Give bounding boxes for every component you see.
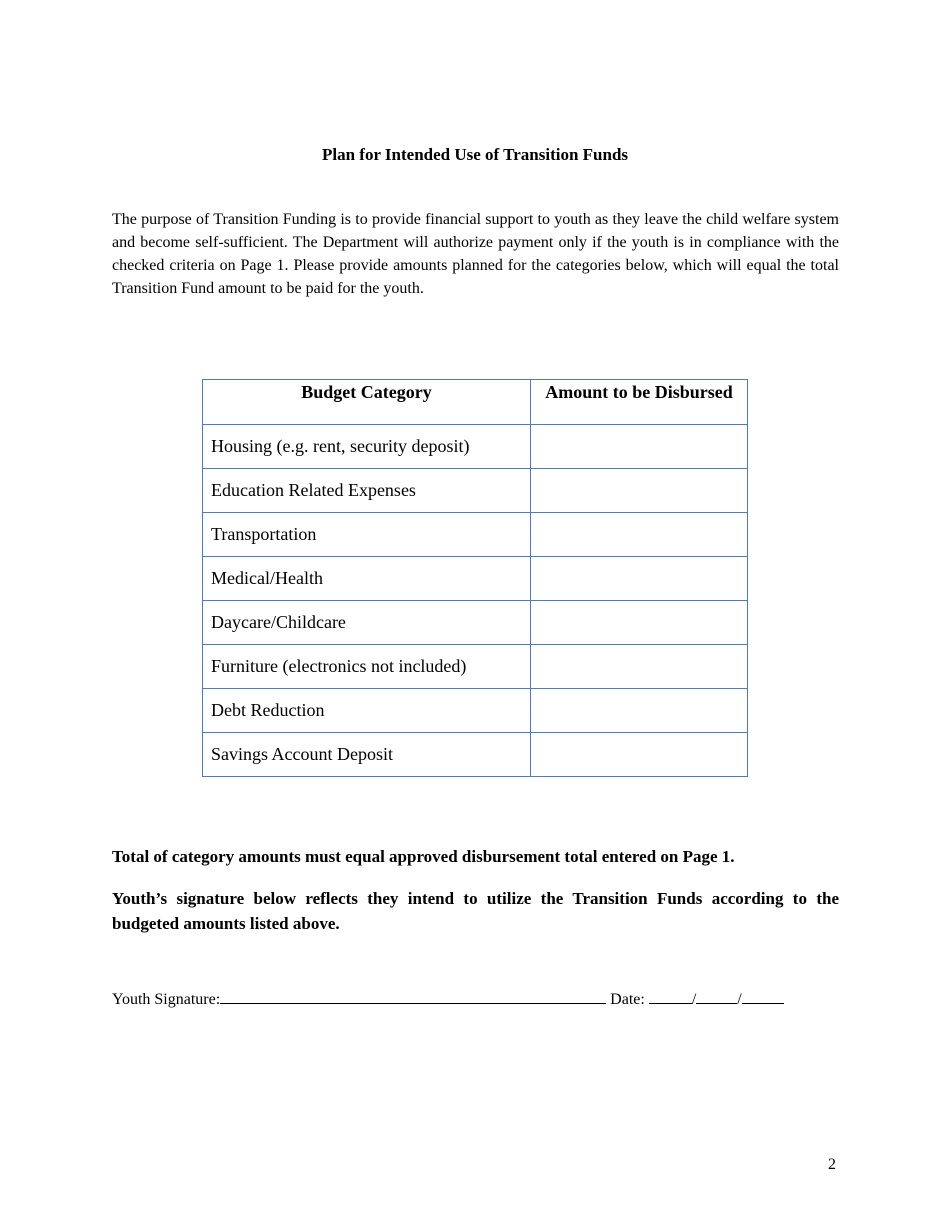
amount-cell-transportation[interactable] [531,513,748,557]
category-cell: Savings Account Deposit [203,733,531,777]
amount-cell-daycare[interactable] [531,601,748,645]
date-month-field[interactable] [649,989,692,1004]
date-separator: / [737,991,742,1008]
page-number: 2 [828,1156,836,1173]
amount-cell-education[interactable] [531,469,748,513]
table-row [203,645,748,689]
table-row [203,733,748,777]
amount-cell-debt[interactable] [531,689,748,733]
signature-line [112,989,784,1009]
date-day-field[interactable] [696,989,737,1004]
table-row [203,689,748,733]
table-row [203,557,748,601]
category-cell: Education Related Expenses [203,469,531,513]
table-header-row [203,380,748,425]
amount-header: Amount to be Disbursed [531,380,748,425]
signature-note: Youth’s signature below reflects they intend to utilize the Transition Funds according to the budgeted amounts listed above. [112,889,839,933]
table-row [203,469,748,513]
amount-cell-housing[interactable] [531,425,748,469]
amount-cell-savings[interactable] [531,733,748,777]
table-row [203,513,748,557]
category-cell: Furniture (electronics not included) [203,645,531,689]
page-title: Plan for Intended Use of Transition Funds [321,145,629,164]
budget-table [202,379,748,777]
date-label: Date: [610,991,645,1008]
intro-paragraph: The purpose of Transition Funding is to provide financial support to youth as they leave the child welfare system and become self-sufficient. The Department will authorize payment only if the youth is in compliance with the checked criteria on Page 1. Please provide amounts planned for the categories below, which will equal the total Transition Fund amount to be paid for the youth. [112,211,839,297]
category-cell: Debt Reduction [203,689,531,733]
amount-cell-furniture[interactable] [531,645,748,689]
category-cell: Transportation [203,513,531,557]
date-separator: / [691,991,697,1008]
category-cell: Daycare/Childcare [203,601,531,645]
date-year-field[interactable] [742,989,784,1004]
total-note: Total of category amounts must equal approved disbursement total entered on Page 1. [112,847,735,866]
signature-field[interactable] [220,989,606,1004]
amount-cell-medical[interactable] [531,557,748,601]
category-cell: Medical/Health [203,557,531,601]
budget-category-header: Budget Category [203,380,531,425]
table-row [203,425,748,469]
category-cell: Housing (e.g. rent, security deposit) [203,425,531,469]
signature-label: Youth Signature: [112,991,221,1008]
table-row [203,601,748,645]
